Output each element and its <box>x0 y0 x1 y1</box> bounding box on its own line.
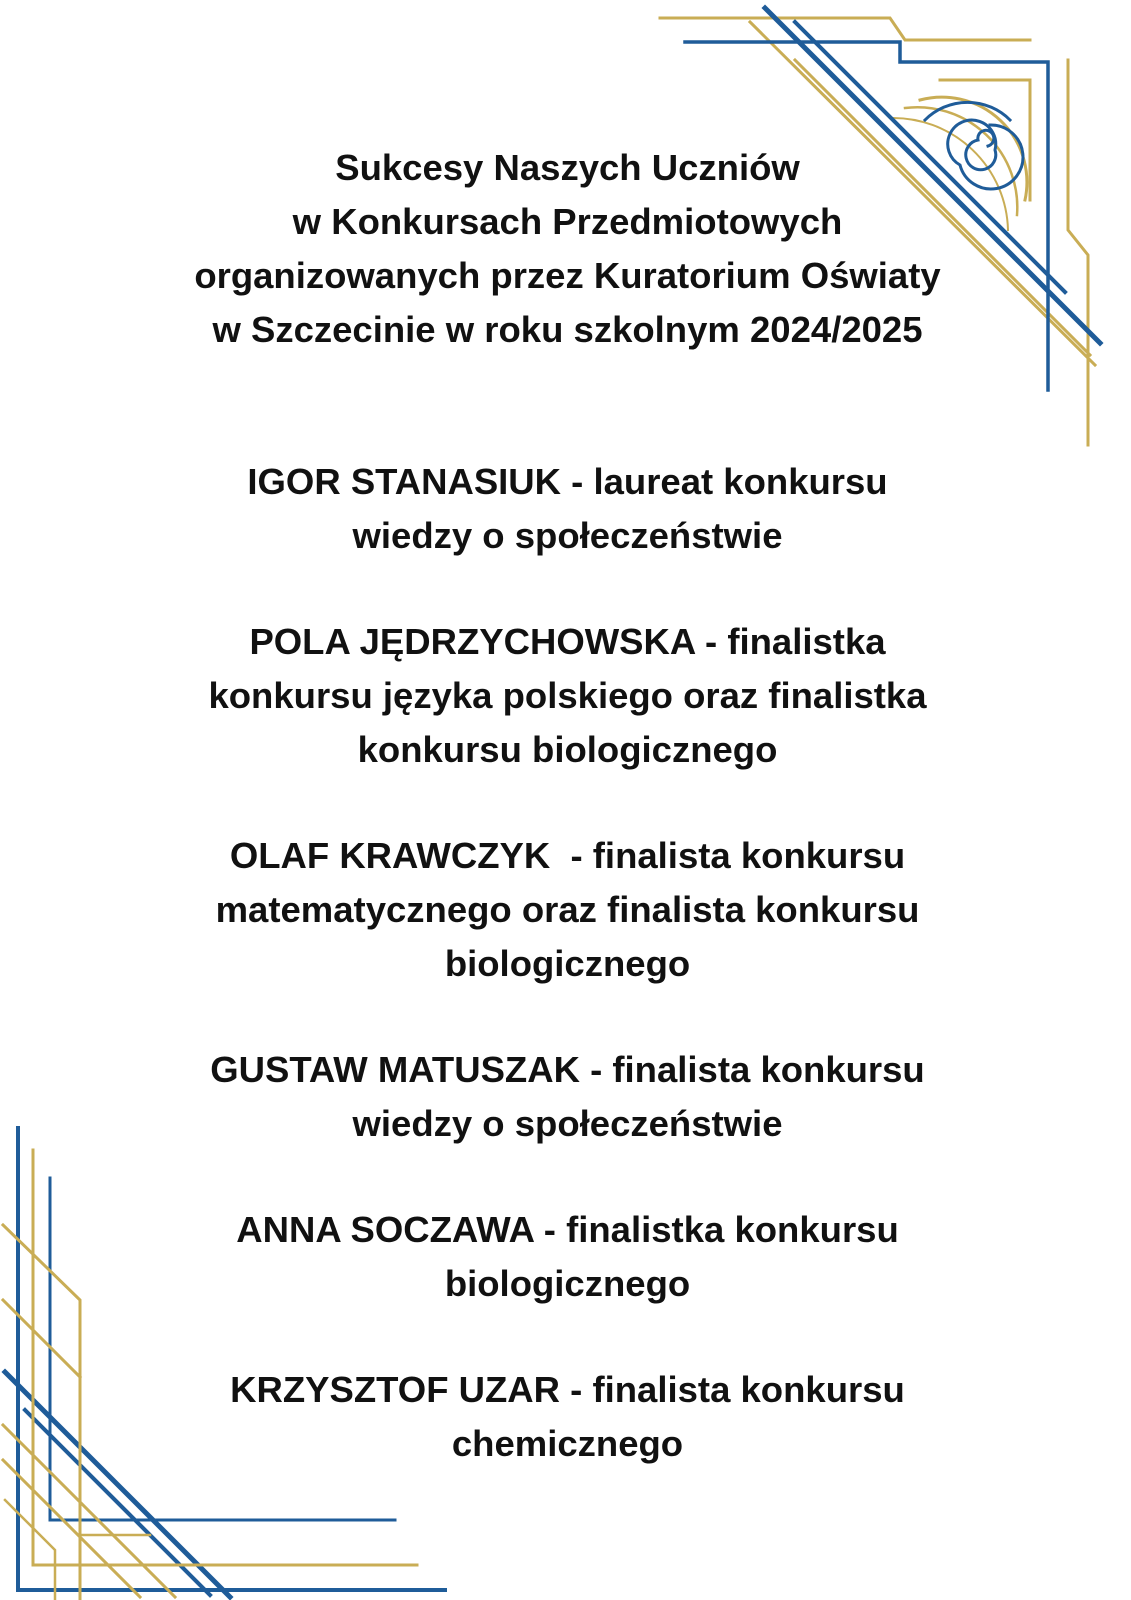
top-right-gold-line-2 <box>1068 60 1088 445</box>
document-title <box>130 141 1005 357</box>
laureates-list <box>130 455 1005 1523</box>
entry-line: GUSTAW MATUSZAK - finalista konkursu <box>210 1049 925 1090</box>
entry-line: wiedzy o społeczeństwie <box>352 515 783 556</box>
entry-line: ANNA SOCZAWA - finalistka konkursu <box>236 1209 899 1250</box>
entry-line: POLA JĘDRZYCHOWSKA - finalistka <box>249 621 886 662</box>
entry-line: konkursu języka polskiego oraz finalistka <box>208 675 927 716</box>
top-right-gold-line-1 <box>660 18 1030 40</box>
entry-line: matematycznego oraz finalista konkursu <box>215 889 920 930</box>
title-line-2: w Konkursach Przedmiotowych <box>292 201 843 242</box>
laureate-entry-soczawa <box>130 1203 1005 1311</box>
title-line-3: organizowanych przez Kuratorium Oświaty <box>194 255 941 296</box>
bottom-left-gold-line-2 <box>3 1225 80 1600</box>
entry-line: KRZYSZTOF UZAR - finalista konkursu <box>230 1369 905 1410</box>
entry-line: IGOR STANASIUK - laureat konkursu <box>247 461 888 502</box>
title-line-1: Sukcesy Naszych Uczniów <box>335 147 800 188</box>
bottom-left-gold-diagonal-3 <box>3 1460 140 1597</box>
laureate-entry-krawczyk <box>130 829 1005 991</box>
entry-line: biologicznego <box>444 1263 691 1304</box>
laureate-entry-uzar <box>130 1363 1005 1471</box>
laureate-entry-jedrzychowska <box>130 615 1005 777</box>
laureate-entry-stanasiuk <box>130 455 1005 563</box>
bottom-left-gold-line-3 <box>5 1500 55 1600</box>
entry-line: konkursu biologicznego <box>357 729 778 770</box>
laureate-entry-matuszak <box>130 1043 1005 1151</box>
top-right-blue-spiral-arc <box>925 102 1010 120</box>
bottom-left-gold-diagonal-1 <box>3 1300 80 1377</box>
entry-line: chemicznego <box>451 1423 684 1464</box>
title-line-4: w Szczecinie w roku szkolnym 2024/2025 <box>212 309 923 350</box>
entry-line: biologicznego <box>444 943 691 984</box>
entry-line: wiedzy o społeczeństwie <box>352 1103 783 1144</box>
entry-line: OLAF KRAWCZYK - finalista konkursu <box>229 835 906 876</box>
